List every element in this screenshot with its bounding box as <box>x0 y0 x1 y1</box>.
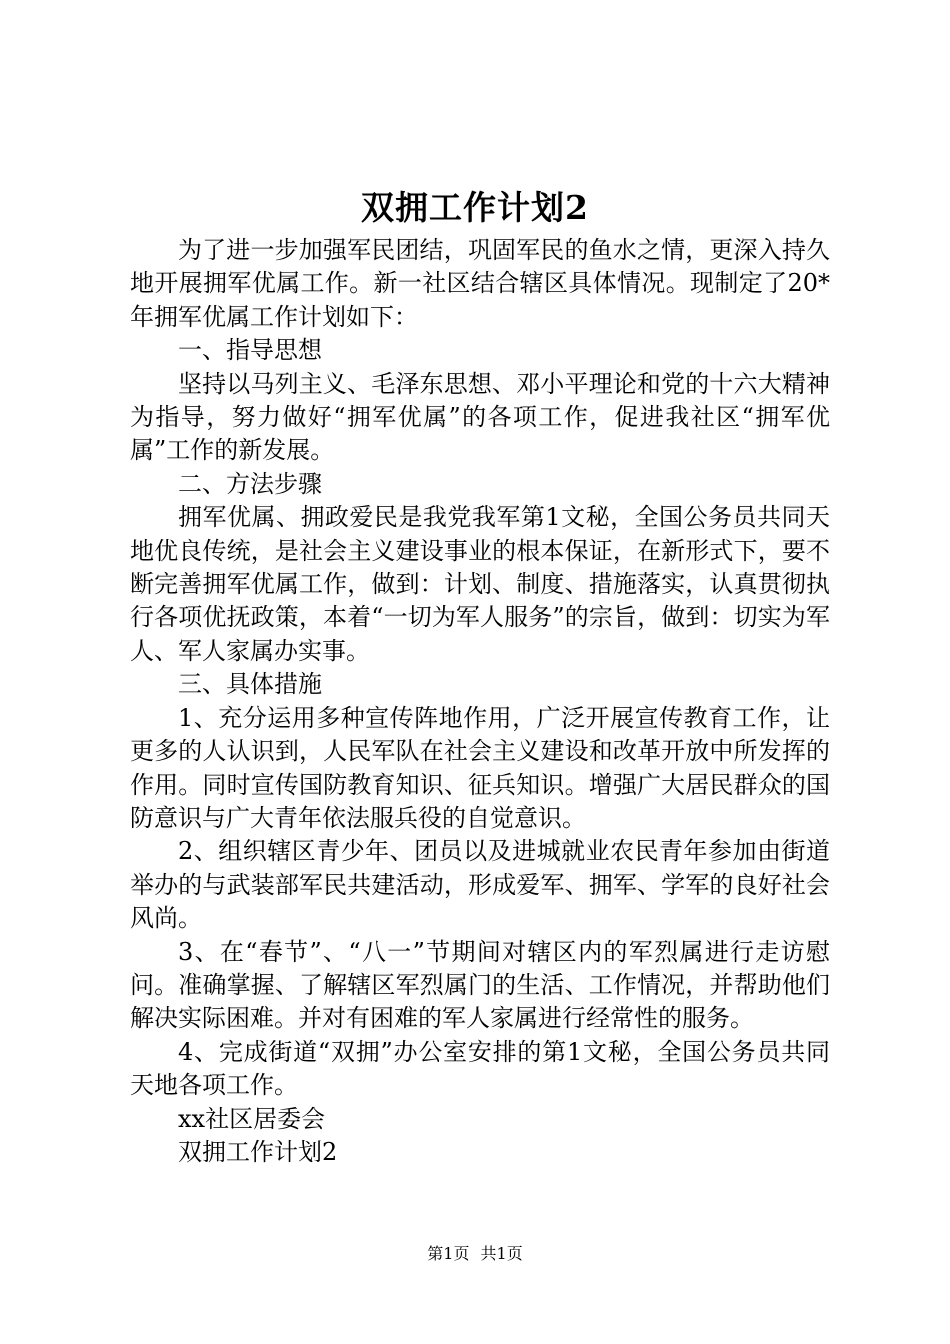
page-footer <box>0 1243 950 1265</box>
paragraph-intro: 为了进一步加强军民团结，巩固军民的鱼水之情，更深入持久地开展拥军优属工作。新一社区结合辖区具体情况。现制定了20*年拥军优属工作计划如下： <box>130 236 830 331</box>
paragraph-measure-3: 3、在“春节”、“八一”节期间对辖区内的军烈属进行走访慰问。准确掌握、了解辖区军烈属门的生活、工作情况，并帮助他们解决实际困难。并对有困难的军人家属进行经常性的服务。 <box>130 937 830 1033</box>
document-body <box>130 234 830 1169</box>
page-number: 第1页 <box>427 1244 470 1263</box>
signature-organization: xx社区居委会 <box>178 1104 326 1133</box>
section-heading-guiding-ideology: 一、指导思想 <box>178 336 322 365</box>
paragraph-measure-2: 2、组织辖区青少年、团员以及进城就业农民青年参加由街道举办的与武装部军民共建活动，形成爱军、拥军、学军的良好社会风尚。 <box>130 837 830 933</box>
document-title: 双拥工作计划2 <box>361 188 589 227</box>
paragraph-methods: 拥军优属、拥政爱民是我党我军第1文秘，全国公务员共同天地优良传统，是社会主义建设事业的根本保证，在新形式下，要不断完善拥军优属工作，做到：计划、制度、措施落实，认真贯彻执行各项优抚政策，本着“一切为军人服务”的宗旨，做到：切实为军人、军人家属办实事。 <box>130 503 830 665</box>
paragraph-measure-1: 1、充分运用多种宣传阵地作用，广泛开展宣传教育工作，让更多的人认识到，人民军队在社会主义建设和改革开放中所发挥的作用。同时宣传国防教育知识、征兵知识。增强广大居民群众的国防意识与广大青年依法服兵役的自觉意识。 <box>130 703 830 832</box>
page-total: 共1页 <box>480 1244 523 1263</box>
section-heading-methods: 二、方法步骤 <box>178 469 322 498</box>
section-heading-measures: 三、具体措施 <box>178 670 322 699</box>
trailing-title: 双拥工作计划2 <box>178 1137 338 1166</box>
paragraph-guiding-ideology: 坚持以马列主义、毛泽东思想、邓小平理论和党的十六大精神为指导，努力做好“拥军优属”的各项工作，促进我社区“拥军优属”工作的新发展。 <box>130 369 830 465</box>
paragraph-measure-4: 4、完成街道“双拥”办公室安排的第1文秘，全国公务员共同天地各项工作。 <box>130 1037 830 1100</box>
